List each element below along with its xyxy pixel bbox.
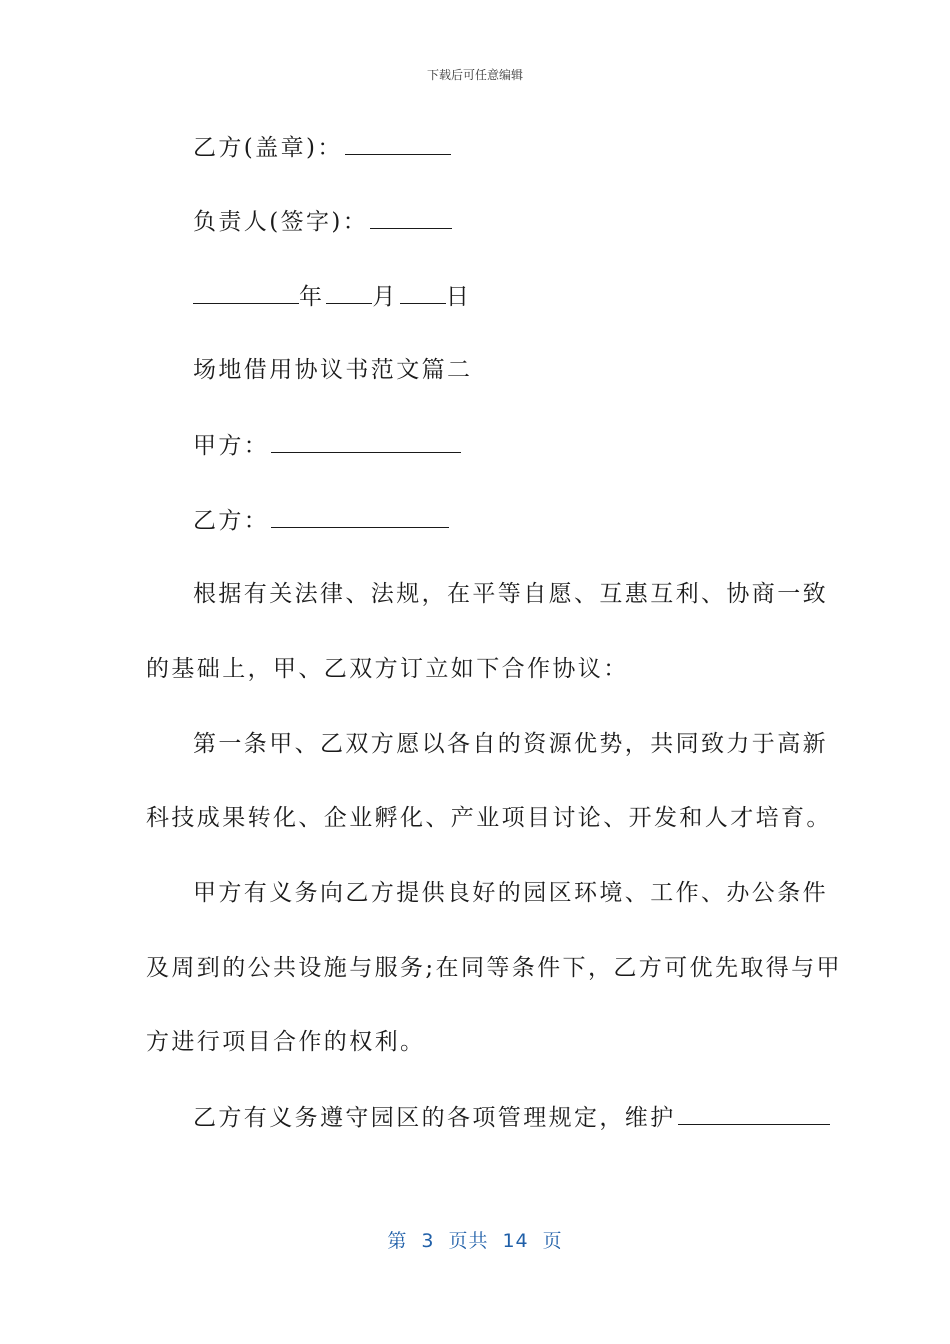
page-footer xyxy=(0,1226,950,1253)
day-blank xyxy=(400,281,446,304)
responsible-sign-line xyxy=(193,206,452,237)
paragraph-2-line-1: 第一条甲、乙双方愿以各自的资源优势，共同致力于高新 xyxy=(193,731,828,757)
footer-prefix: 第 xyxy=(387,1230,408,1252)
party-b-line xyxy=(193,505,449,536)
day-label: 日 xyxy=(445,284,472,310)
year-blank xyxy=(193,281,299,304)
paragraph-4-blank xyxy=(678,1102,830,1125)
party-b-blank xyxy=(271,505,449,528)
month-label: 月 xyxy=(372,284,398,310)
party-b-seal-line xyxy=(193,132,451,163)
party-b-seal-blank xyxy=(345,132,451,155)
paragraph-4-line xyxy=(193,1102,830,1133)
paragraph-3-line-3: 方进行项目合作的权利。 xyxy=(146,1029,426,1055)
header-note: 下载后可任意编辑 xyxy=(426,68,523,82)
paragraph-1-line-2: 的基础上，甲、乙双方订立如下合作协议： xyxy=(146,656,629,682)
year-label: 年 xyxy=(299,284,325,310)
party-a-label: 甲方： xyxy=(193,433,270,459)
section-title: 场地借用协议书范文篇二 xyxy=(193,357,473,383)
party-a-line xyxy=(193,430,461,461)
footer-total-pages: 14 xyxy=(502,1230,529,1252)
party-a-blank xyxy=(271,430,461,453)
paragraph-3-line-2: 及周到的公共设施与服务;在同等条件下，乙方可优先取得与甲 xyxy=(146,955,842,981)
footer-page-number: 3 xyxy=(421,1230,435,1252)
responsible-sign-label: 负责人(签字)： xyxy=(193,209,369,235)
paragraph-4-text: 乙方有义务遵守园区的各项管理规定，维护 xyxy=(193,1105,676,1131)
date-line xyxy=(193,281,471,312)
paragraph-2-line-2: 科技成果转化、企业孵化、产业项目讨论、开发和人才培育。 xyxy=(146,805,832,831)
party-b-label: 乙方： xyxy=(193,508,270,534)
party-b-seal-label: 乙方(盖章)： xyxy=(193,135,343,161)
footer-middle: 页共 xyxy=(448,1230,489,1252)
paragraph-1-line-1: 根据有关法律、法规，在平等自愿、互惠互利、协商一致 xyxy=(193,581,828,607)
month-blank xyxy=(326,281,372,304)
paragraph-3-line-1: 甲方有义务向乙方提供良好的园区环境、工作、办公条件 xyxy=(193,880,828,906)
responsible-sign-blank xyxy=(370,206,452,229)
footer-suffix: 页 xyxy=(542,1230,563,1252)
